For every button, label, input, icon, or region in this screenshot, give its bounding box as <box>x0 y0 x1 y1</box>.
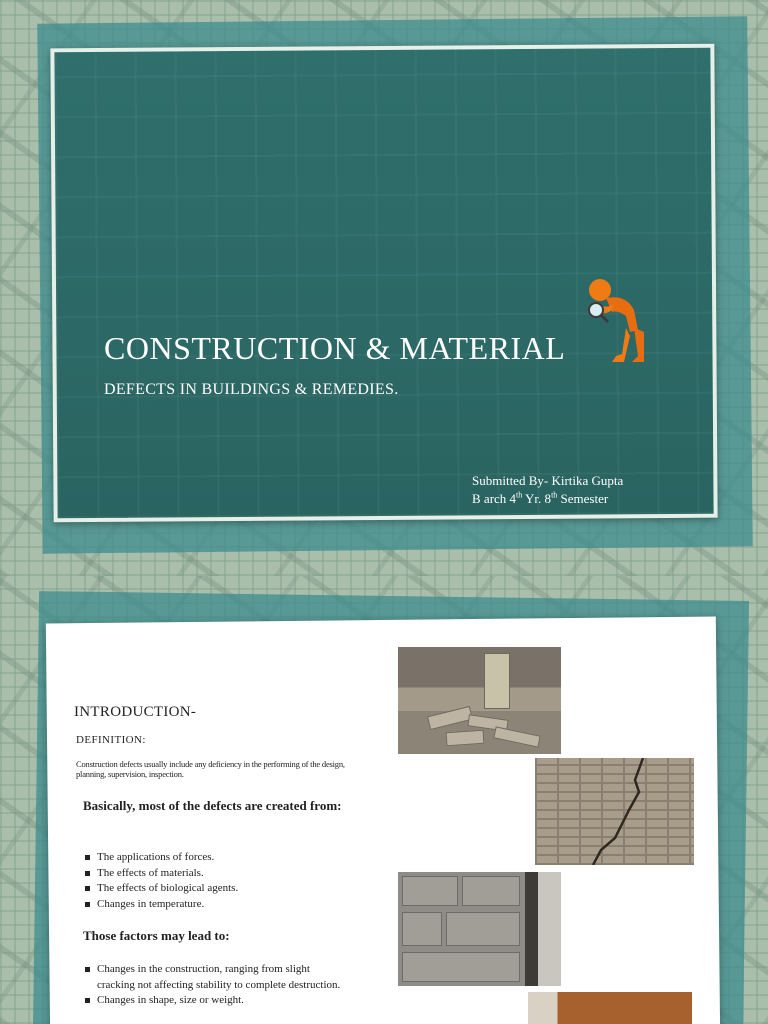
introduction-heading: INTRODUCTION- <box>74 704 197 720</box>
list-item: The effects of biological agents. <box>84 881 374 897</box>
semester-suffix: th <box>551 490 558 500</box>
list-item: Changes in shape, size or weight. <box>84 993 346 1009</box>
year-suffix: th <box>516 490 523 500</box>
damaged-pavement-photo <box>398 647 561 754</box>
causes-list <box>84 850 374 912</box>
year-label: Yr. 8 <box>522 491 552 506</box>
interior-damage-photo <box>528 992 692 1024</box>
crack-line <box>535 758 694 865</box>
slide-title: CONSTRUCTION & MATERIAL <box>104 330 566 366</box>
list-item: The effects of materials. <box>84 866 374 882</box>
program-line <box>472 490 623 508</box>
list-item: Changes in the construction, ranging from slight cracking not affecting stability to complete destruction. <box>84 962 346 993</box>
effects-heading: Those factors may lead to: <box>83 928 230 943</box>
definition-heading: DEFINITION: <box>76 734 146 746</box>
definition-text: Construction defects usually include any deficiency in the performing of the design, planning, supervision, inspection. <box>76 759 345 779</box>
list-item: Changes in temperature. <box>84 897 374 913</box>
magnifying-figure-icon <box>582 276 650 366</box>
submitted-by-line: Submitted By- Kirtika Gupta <box>472 473 624 488</box>
cracked-block-wall-photo <box>398 872 561 986</box>
submitted-by-block <box>472 472 623 508</box>
program-prefix: B arch 4 <box>472 491 517 506</box>
introduction-slide <box>0 576 768 1024</box>
cracked-brick-wall-photo <box>535 758 694 865</box>
effects-list <box>84 962 346 1009</box>
list-item: The applications of forces. <box>84 850 374 866</box>
slide-subtitle: DEFECTS IN BUILDINGS & REMEDIES. <box>104 381 399 398</box>
semester-label: Semester <box>557 491 609 506</box>
causes-heading: Basically, most of the defects are created from: <box>83 798 342 813</box>
